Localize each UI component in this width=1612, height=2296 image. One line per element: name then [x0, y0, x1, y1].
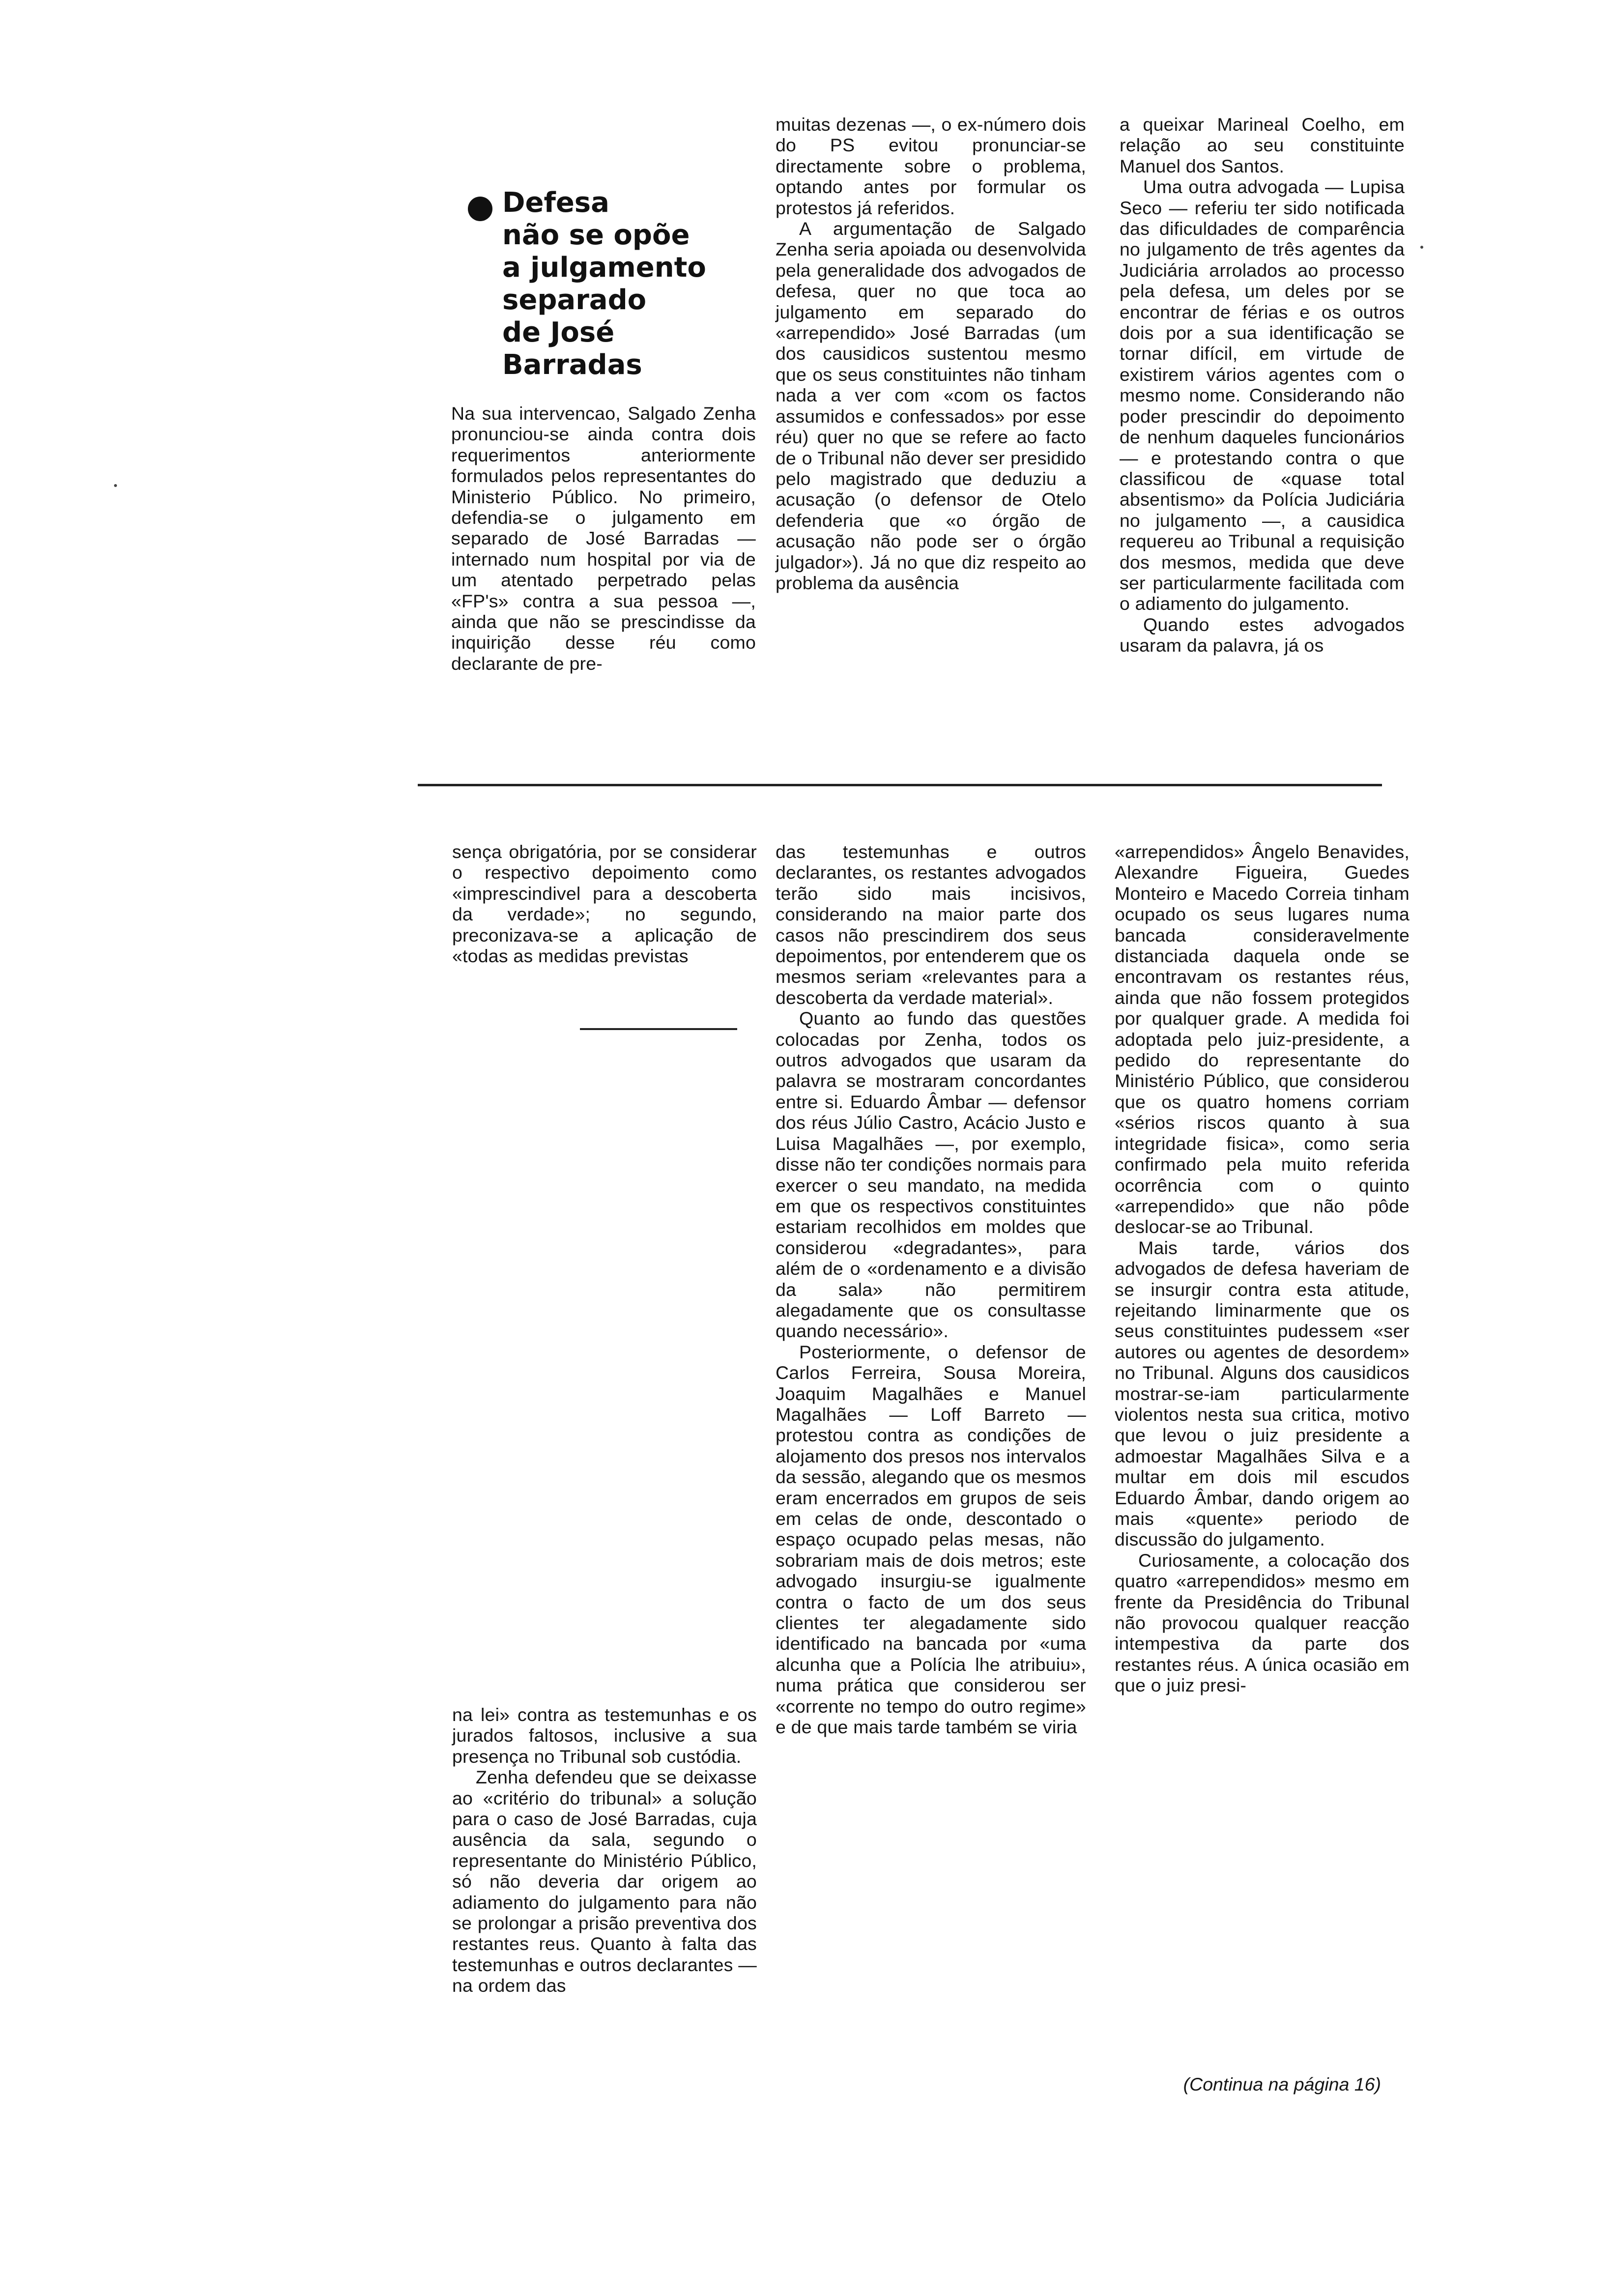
- paragraph: na lei» contra as testemunhas e os jurados faltosos, inclusive a sua presença no Tribunal sob custódia.: [452, 1704, 757, 1767]
- headline-line: não se opõe: [502, 219, 690, 251]
- bottom-column-2: [776, 841, 1086, 1737]
- paragraph: das testemunhas e outros declarantes, os restantes advogados terão sido mais incisivos, considerando na maior parte dos casos não prescindirem dos seus depoimentos, por entenderem que os mesmos seriam «relevantes para a descoberta da verdade material».: [776, 841, 1086, 1008]
- article-subheading-block: [468, 187, 723, 381]
- headline-line: Barradas: [502, 349, 642, 381]
- section-divider: [418, 784, 1382, 786]
- headline-line: Defesa: [502, 187, 609, 219]
- paragraph: Na sua intervencao, Salgado Zenha pronunciou-se ainda contra dois requerimentos anteriormente formulados pelos representantes do Ministerio Público. No primeiro, defendia-se o julgamento em separado de José Barradas — internado num hospital por via de um atentado perpetrado pelas «FP's» contra a sua pessoa —, ainda que não se prescindisse da inquirição desse réu como declarante de pre-: [451, 403, 756, 674]
- paragraph: Quanto ao fundo das questões colocadas por Zenha, todos os outros advogados que usaram da palavra se mostraram concordantes entre si. Eduardo Âmbar — defensor dos réus Júlio Castro, Acácio Justo e Luisa Magalhães —, por exemplo, disse não ter condições normais para exercer o seu mandato, na medida em que os respectivos constituintes estariam recolhidos em moldes que considerou «degradantes», para além de o «ordenamento e a divisão da sala» não permitirem alegadamente que os consultasse quando necessário».: [776, 1008, 1086, 1342]
- top-column-3: [1120, 114, 1405, 656]
- paragraph: Mais tarde, vários dos advogados de defesa haveriam de se insurgir contra esta atitude, rejeitando liminarmente que os seus constituintes pudessem «ser autores ou agentes de desordem» no Tribunal. Alguns dos causidicos mostrar-se-iam particularmente violentos nesta sua critica, motivo que levou o juiz presidente a admoestar Magalhães Silva e a multar em dois mil escudos Eduardo Âmbar, dando origem ao mais «quente» periodo de discussão do julgamento.: [1115, 1237, 1410, 1550]
- paragraph: Uma outra advogada — Lupisa Seco — referiu ter sido notificada das dificuldades de comparência no julgamento de três agentes da Judiciária arrolados ao processo pela defesa, um deles por se encontrar de férias e os outros dois por a sua identificação se tornar difícil, em virtude de existirem vários agentes com o mesmo nome. Considerando não poder prescindir do depoimento de nenhum daqueles funcionários — e protestando contra o que classificou de «quase total absentismo» da Polícia Judiciária no julgamento —, a causidica requereu ao Tribunal a requisição dos mesmos, medida que deve ser particularmente facilitada com o adiamento do julgamento.: [1120, 176, 1405, 614]
- paragraph: Curiosamente, a colocação dos quatro «arrependidos» mesmo em frente da Presidência do Tribunal não provocou qualquer reacção intempestiva da parte dos restantes réus. A única ocasião em que o juiz presi-: [1115, 1550, 1410, 1696]
- paragraph: A argumentação de Salgado Zenha seria apoiada ou desenvolvida pela generalidade dos advogados de defesa, quer no que toca ao julgamento em separado do «arrependido» José Barradas (um dos causidicos sustentou mesmo que os seus constituintes não tinham nada a ver com «com os factos assumidos e confessados» por esse réu) quer no que se refere ao facto de o Tribunal não dever ser presidido pelo magistrado que deduziu a acusação (o defensor de Otelo defenderia que «o órgão de acusação não pode ser o órgão julgador»). Já no que diz respeito ao problema da ausência: [776, 218, 1086, 593]
- scan-speck: [114, 484, 117, 487]
- paragraph: muitas dezenas —, o ex-número dois do PS evitou pronunciar-se directamente sobre o problema, optando antes por formular os protestos já referidos.: [776, 114, 1086, 218]
- article-subheading: [502, 187, 723, 381]
- paragraph: Zenha defendeu que se deixasse ao «critério do tribunal» a solução para o caso de José Barradas, cuja ausência da sala, segundo o representante do Ministério Público, só não deveria dar origem ao adiamento do julgamento para não se prolongar a prisão preventiva dos restantes reus. Quanto à falta das testemunhas e outros declarantes — na ordem das: [452, 1767, 757, 1996]
- bottom-column-3: [1115, 841, 1410, 1696]
- top-column-1: [451, 403, 756, 674]
- paragraph: Quando estes advogados usaram da palavra, já os: [1120, 614, 1405, 656]
- top-column-2: [776, 114, 1086, 593]
- column-break-mark: [580, 1028, 737, 1030]
- headline-line: a julgamento: [502, 252, 706, 284]
- paragraph: sença obrigatória, por se considerar o respectivo depoimento como «imprescindivel para a descoberta da verdade»; no segundo, preconizava-se a aplicação de «todas as medidas previstas: [452, 841, 757, 967]
- paragraph: «arrependidos» Ângelo Benavides, Alexandre Figueira, Guedes Monteiro e Macedo Correia tinham ocupado os seus lugares numa bancada consideravelmente distanciada daquela onde se encontravam os restantes réus, ainda que não fossem protegidos por qualquer grade. A medida foi adoptada pelo juiz-presidente, a pedido do representante do Ministério Público, que considerou que os quatro homens corriam «sérios riscos quanto à sua integridade fisica», como seria confirmado pela muito referida ocorrência com o quinto «arrependido» que não pôde deslocar-se ao Tribunal.: [1115, 841, 1410, 1237]
- paragraph: Posteriormente, o defensor de Carlos Ferreira, Sousa Moreira, Joaquim Magalhães e Manuel Magalhães — Loff Barreto — protestou contra as condições de alojamento dos presos nos intervalos da sessão, alegando que os mesmos eram encerrados em grupos de seis em celas de onde, descontado o espaço ocupado pelas mesas, não sobrariam mais de dois metros; este advogado insurgiu-se igualmente contra o facto de um dos seus clientes ter alegadamente sido identificado na bancada por «uma alcunha que a Polícia lhe atribuiu», numa prática que considerou ser «corrente no tempo do outro regime» e de que mais tarde também se viria: [776, 1341, 1086, 1738]
- headline-line: de José: [502, 316, 615, 348]
- continued-note: (Continua na página 16): [1183, 2074, 1381, 2095]
- bottom-column-1-top: [452, 841, 757, 966]
- paragraph: a queixar Marineal Coelho, em relação ao seu constituinte Manuel dos Santos.: [1120, 114, 1405, 176]
- headline-line: separado: [502, 284, 647, 316]
- bullet-icon: [468, 197, 492, 221]
- scan-speck: [1420, 246, 1423, 249]
- bottom-column-1-bottom: [452, 1704, 757, 1996]
